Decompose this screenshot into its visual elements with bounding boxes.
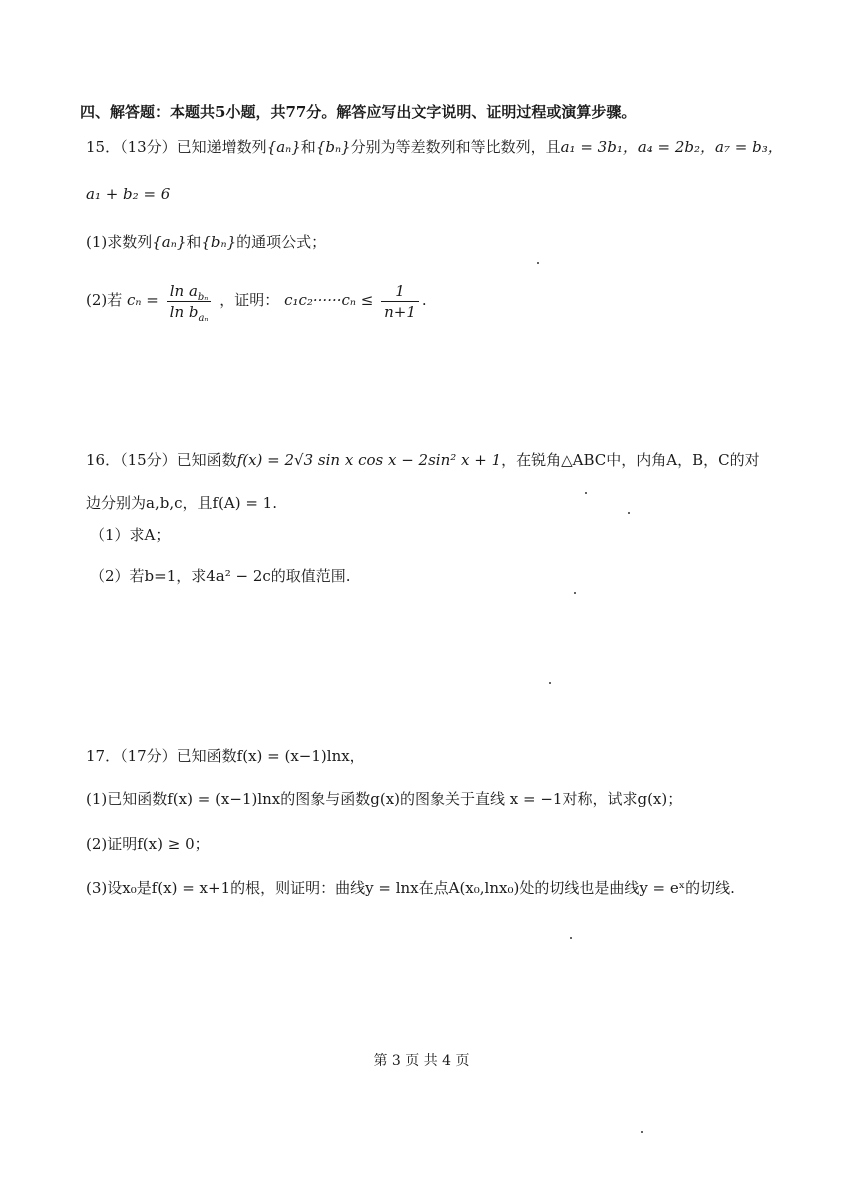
q16-stem bbox=[86, 449, 760, 471]
page-footer: 第 3 页 共 4 页 bbox=[373, 1053, 470, 1069]
q15-part2-numerator bbox=[167, 281, 212, 302]
scan-speck bbox=[585, 492, 587, 494]
q15-condition2: a₁ + b₂ = 6 bbox=[86, 185, 171, 203]
q15-stem-suffix: 分别为等差数列和等比数列，且 bbox=[350, 138, 561, 156]
section-heading: 四、解答题：本题共5小题，共77分。解答应写出文字说明、证明过程或演算步骤。 bbox=[80, 103, 637, 121]
q15-part2-product: c₁c₂······cₙ ≤ bbox=[284, 291, 374, 309]
q15-part1-seq-b: {bₙ} bbox=[201, 233, 237, 251]
q15-part1 bbox=[86, 231, 326, 253]
q16-line2: 边分别为a,b,c，且f(A) = 1. bbox=[86, 494, 277, 512]
q17-part1: (1)已知函数f(x) = (x−1)lnx的图象与函数g(x)的图象关于直线 x = −1对称，试求g(x)； bbox=[86, 790, 683, 808]
q15-seq-a: {aₙ} bbox=[266, 138, 301, 156]
q15-part1-seq-a: {aₙ} bbox=[152, 233, 187, 251]
q15-part1-and: 和 bbox=[186, 233, 202, 251]
q15-part2-denominator bbox=[167, 302, 212, 322]
q15-stem-prefix: 15．（13分）已知递增数列 bbox=[86, 138, 267, 156]
q15-part2 bbox=[86, 278, 427, 322]
q15-part2-rhs-fraction bbox=[381, 281, 419, 322]
q15-num-text: ln a bbox=[169, 281, 198, 300]
scan-speck bbox=[574, 592, 576, 594]
q15-part2-end: . bbox=[421, 291, 427, 309]
scan-speck bbox=[641, 1131, 643, 1133]
q15-conditions: a₁ = 3b₁，a₄ = 2b₂，a₇ = b₃， bbox=[560, 138, 783, 156]
scan-speck bbox=[570, 937, 572, 939]
q15-stem bbox=[86, 136, 783, 158]
q17-stem: 17．（17分）已知函数f(x) = (x−1)lnx， bbox=[86, 747, 365, 765]
q15-part1-prefix: (1)求数列 bbox=[86, 233, 153, 251]
q15-and: 和 bbox=[300, 138, 316, 156]
q16-function: f(x) = 2√3 sin x cos x − 2sin² x + 1 bbox=[236, 451, 502, 469]
q15-part2-mid: ，证明： bbox=[219, 291, 280, 309]
q15-den-sub: aₙ bbox=[198, 312, 209, 324]
q16-part1: （1）求A； bbox=[90, 526, 171, 544]
q17-part3: (3)设x₀是f(x) = x+1的根，则证明：曲线y = lnx在点A(x₀,lnx₀)处的切线也是曲线y = eˣ的切线. bbox=[86, 879, 735, 897]
q15-part2-prefix: (2)若 bbox=[86, 291, 123, 309]
q15-seq-b: {bₙ} bbox=[315, 138, 351, 156]
q16-part2: （2）若b=1，求4a² − 2c的取值范围. bbox=[90, 567, 351, 585]
q15-rhs-numerator: 1 bbox=[381, 281, 419, 302]
scan-speck bbox=[549, 682, 551, 684]
q15-part2-cn: cₙ = bbox=[127, 291, 159, 309]
q15-den-text: ln b bbox=[169, 302, 199, 321]
scan-speck bbox=[537, 262, 539, 264]
scan-speck bbox=[628, 512, 630, 514]
q15-part1-suffix: 的通项公式； bbox=[236, 233, 327, 251]
q15-part2-fraction bbox=[167, 281, 212, 322]
q15-rhs-denominator: n+1 bbox=[384, 302, 416, 321]
q15-num-sub: bₙ bbox=[197, 291, 209, 303]
q16-stem-prefix: 16．（15分）已知函数 bbox=[86, 451, 237, 469]
q16-stem-suffix: ，在锐角△ABC中，内角A，B，C的对 bbox=[501, 451, 760, 469]
q17-part2: (2)证明f(x) ≥ 0； bbox=[86, 835, 210, 853]
